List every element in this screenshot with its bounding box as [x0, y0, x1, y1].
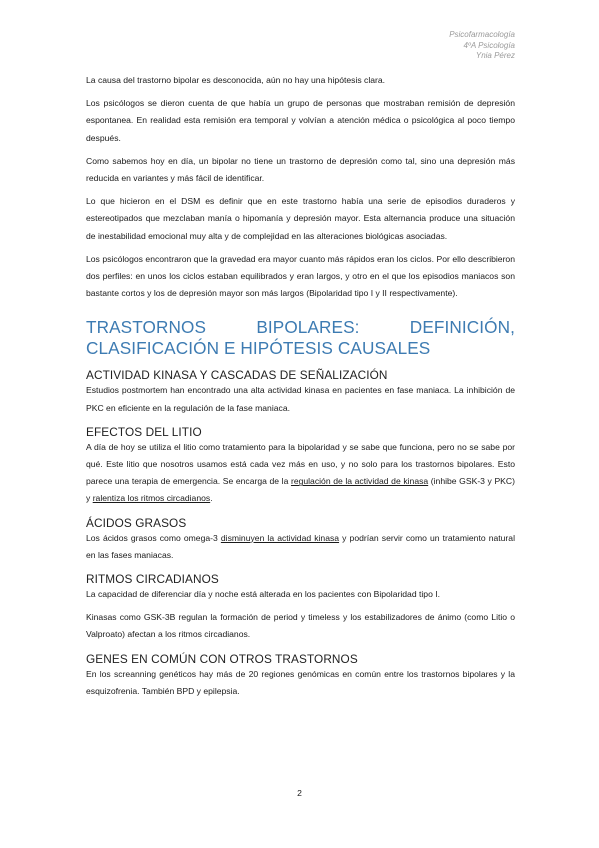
paragraph-litio: [86, 439, 515, 508]
paragraph-intro: La causa del trastorno bipolar es desconocida, aún no hay una hipótesis clara.: [86, 75, 386, 85]
section-title-line1: TRASTORNOS BIPOLARES: DEFINICIÓN,: [86, 317, 515, 338]
heading-litio: EFECTOS DEL LITIO: [86, 424, 202, 439]
paragraph-kinasa: Estudios postmortem han encontrado una alta actividad kinasa en pacientes en fase maniaca. La inhibición de PKC en eficiente en la regulación de la fase maniaca.: [86, 385, 515, 413]
litio-text-b: (inhibe GSK-3 y PKC) y: [86, 476, 515, 504]
heading-kinasa: ACTIVIDAD KINASA Y CASCADAS DE SEÑALIZACIÓN: [86, 368, 388, 383]
paragraph-remission: Los psicólogos se dieron cuenta de que había un grupo de personas que mostraban remisión de depresión espontanea. En realidad esta remisión era temporal y volvían a atención médica o psicológica al poco tiempo después.: [86, 98, 515, 143]
litio-text-c: .: [210, 493, 213, 504]
paragraph-ritmos-1: La capacidad de diferenciar día y noche está alterada en los pacientes con Bipolaridad tipo I.: [86, 589, 441, 600]
page-content: [86, 72, 515, 706]
paragraph-dsm: Lo que hicieron en el DSM es definir que en este trastorno había una serie de episodios duraderos y estereotipados que mezclaban manía o hipomanía y depresión mayor. Esta alternancia produce una situación de inestabilidad emocional muy alta y de complejidad en las alteraciones biológicas asociadas.: [86, 196, 515, 241]
paragraph-genes: En los screanning genéticos hay más de 20 regiones genómicas en común entre los trastornos bipolares y la esquizofrenia. También BPD y epilepsia.: [86, 668, 515, 696]
paragraph-profiles: Los psicólogos encontraron que la gravedad era mayor cuanto más rápidos eran los ciclos. Por ello describieron dos perfiles: en unos los ciclos estaban equilibrados y eran largos, y otro en el que los episodios maniacos son bastante cortos y los de depresión mayor son más largos (Bipolaridad tipo I y II respectivamente).: [86, 253, 515, 299]
litio-text-a: A día de hoy se utiliza el litio como tratamiento para la bipolaridad y se sabe que funciona, pero no se sabe por qué. Este litio que nosotros usamos está cada vez más en uso, y no solo para los trastornos bipolares. Esto parece una terapia de emergencia. Se encarga de la: [86, 441, 515, 487]
paragraph-acidos: [86, 530, 515, 564]
acidos-text-b: y podrían servir como un tratamiento natural en las fases maniacas.: [86, 532, 515, 560]
section-title-line2: CLASIFICACIÓN E HIPÓTESIS CAUSALES: [86, 338, 431, 359]
page-number: 2: [297, 788, 302, 798]
paragraph-ritmos-2: Kinasas como GSK-3B regulan la formación de period y timeless y los estabilizadores de ánimo (como Litio o Valproato) afectan a los ritmos circadianos.: [86, 612, 515, 640]
litio-underline-circadian: ralentiza los ritmos circadianos: [92, 493, 211, 504]
heading-acidos: ÁCIDOS GRASOS: [86, 515, 187, 530]
heading-genes: GENES EN COMÚN CON OTROS TRASTORNOS: [86, 651, 358, 666]
paragraph-depression: Como sabemos hoy en día, un bipolar no tiene un trastorno de depresión como tal, sino una depresión más reducida en variantes y más fácil de identificar.: [86, 155, 515, 184]
litio-underline-kinasa: regulación de la actividad de kinasa: [290, 476, 429, 487]
header-course: 4ºA Psicología: [463, 40, 515, 50]
acidos-text-a: Los ácidos grasos como omega-3: [86, 532, 221, 543]
header-author: Ynia Pérez: [475, 51, 515, 60]
heading-ritmos: RITMOS CIRCADIANOS: [86, 572, 219, 587]
acidos-underline: disminuyen la actividad kinasa: [220, 532, 340, 543]
header-subject: Psicofarmacología: [449, 30, 515, 39]
page-header: [449, 30, 515, 62]
